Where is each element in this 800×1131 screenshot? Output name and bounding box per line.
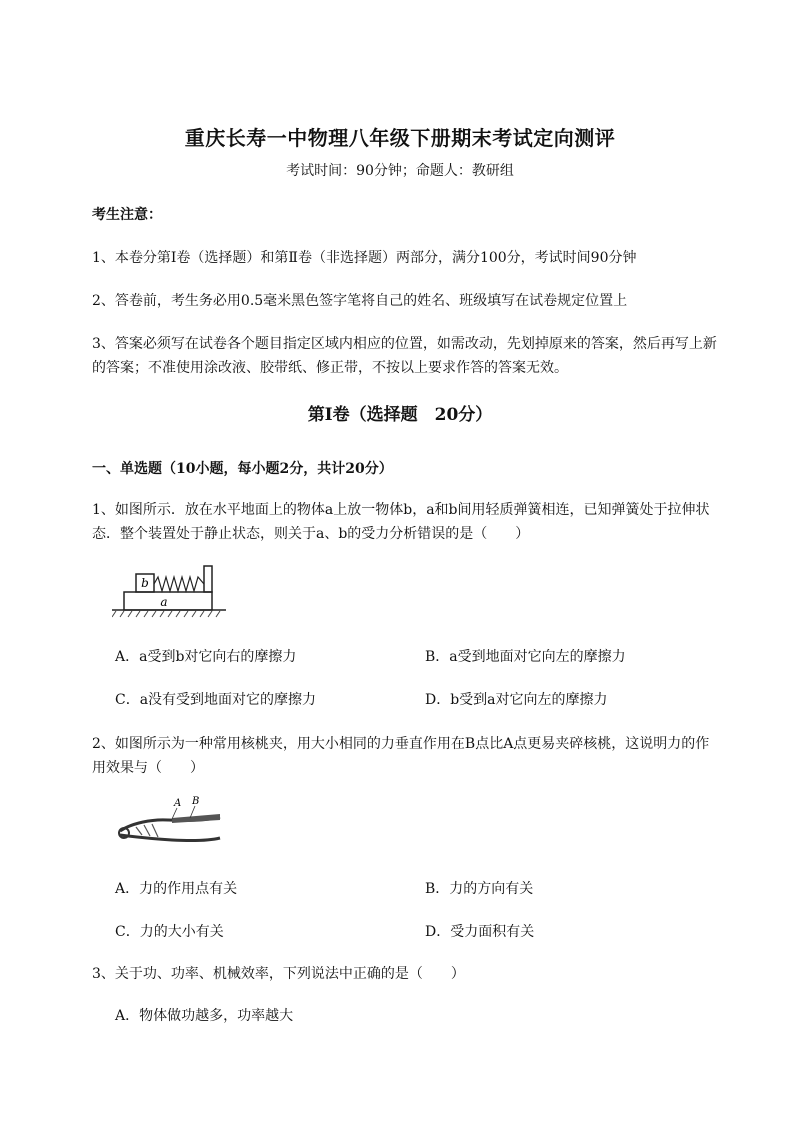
question-2-stem: 2、如图所示为一种常用核桃夹，用大小相同的力垂直作用在B点比A点更易夹碎核桃，这说明力的作 bbox=[92, 736, 710, 752]
question-1-stem: 态．整个装置处于静止状态，则关于a、b的受力分析错误的是（ ） bbox=[92, 526, 530, 542]
nutcracker-lower-arm bbox=[120, 835, 220, 841]
block-a-label: a bbox=[160, 595, 168, 609]
notice-item: 1、本卷分第I卷（选择题）和第Ⅱ卷（非选择题）两部分，满分100分，考试时间90分钟 bbox=[92, 250, 637, 266]
point-b-label: B bbox=[192, 796, 200, 807]
page-title: 重庆长寿一中物理八年级下册期末考试定向测评 bbox=[184, 126, 616, 150]
notice-item: 3、答案必须写在试卷各个题目指定区域内相应的位置，如需改动，先划掉原来的答案，然后再写上新 bbox=[92, 336, 717, 352]
option-a[interactable]: A．a受到b对它向右的摩擦力 bbox=[115, 649, 297, 665]
wall-post bbox=[204, 566, 212, 592]
notice-heading: 考生注意： bbox=[92, 207, 162, 223]
option-b[interactable]: B．a受到地面对它向左的摩擦力 bbox=[425, 649, 626, 665]
exam-info: 考试时间：90分钟；命题人：教研组 bbox=[286, 163, 514, 179]
notice-item: 2、答卷前，考生务必用0.5毫米黑色签字笔将自己的姓名、班级填写在试卷规定位置上 bbox=[92, 293, 628, 309]
option-a[interactable]: A．物体做功越多，功率越大 bbox=[115, 1008, 294, 1024]
ground-hatching bbox=[112, 611, 220, 617]
question-2-stem: 用效果与（ ） bbox=[92, 760, 204, 776]
spring bbox=[154, 577, 204, 591]
block-b-label: b bbox=[141, 576, 149, 590]
option-b[interactable]: B．力的方向有关 bbox=[425, 881, 534, 897]
point-a-marker bbox=[172, 808, 177, 819]
section-title: 第I卷（选择题 20分） bbox=[307, 405, 493, 425]
option-d[interactable]: D．受力面积有关 bbox=[425, 924, 535, 940]
notice-item: 的答案；不准使用涂改液、胶带纸、修正带，不按以上要求作答的答案无效。 bbox=[92, 360, 568, 376]
block-a bbox=[124, 592, 212, 610]
nutcracker-grip bbox=[172, 814, 220, 823]
option-a[interactable]: A．力的作用点有关 bbox=[115, 881, 238, 897]
question-1-stem: 1、如图所示．放在水平地面上的物体a上放一物体b，a和b间用轻质弹簧相连，已知弹簧处于拉伸状 bbox=[92, 502, 710, 518]
question-3-stem: 3、关于功、功率、机械效率，下列说法中正确的是（ ） bbox=[92, 966, 465, 982]
nutcracker-figure bbox=[112, 795, 224, 851]
spring-blocks-figure bbox=[112, 562, 226, 622]
nutcracker-teeth bbox=[136, 824, 158, 837]
point-a-label: A bbox=[174, 798, 182, 809]
option-d[interactable]: D．b受到a对它向左的摩擦力 bbox=[425, 692, 608, 708]
option-c[interactable]: C．a没有受到地面对它的摩擦力 bbox=[115, 692, 317, 708]
option-c[interactable]: C．力的大小有关 bbox=[115, 924, 224, 940]
part-heading: 一、单选题（10小题，每小题2分，共计20分） bbox=[92, 461, 393, 477]
